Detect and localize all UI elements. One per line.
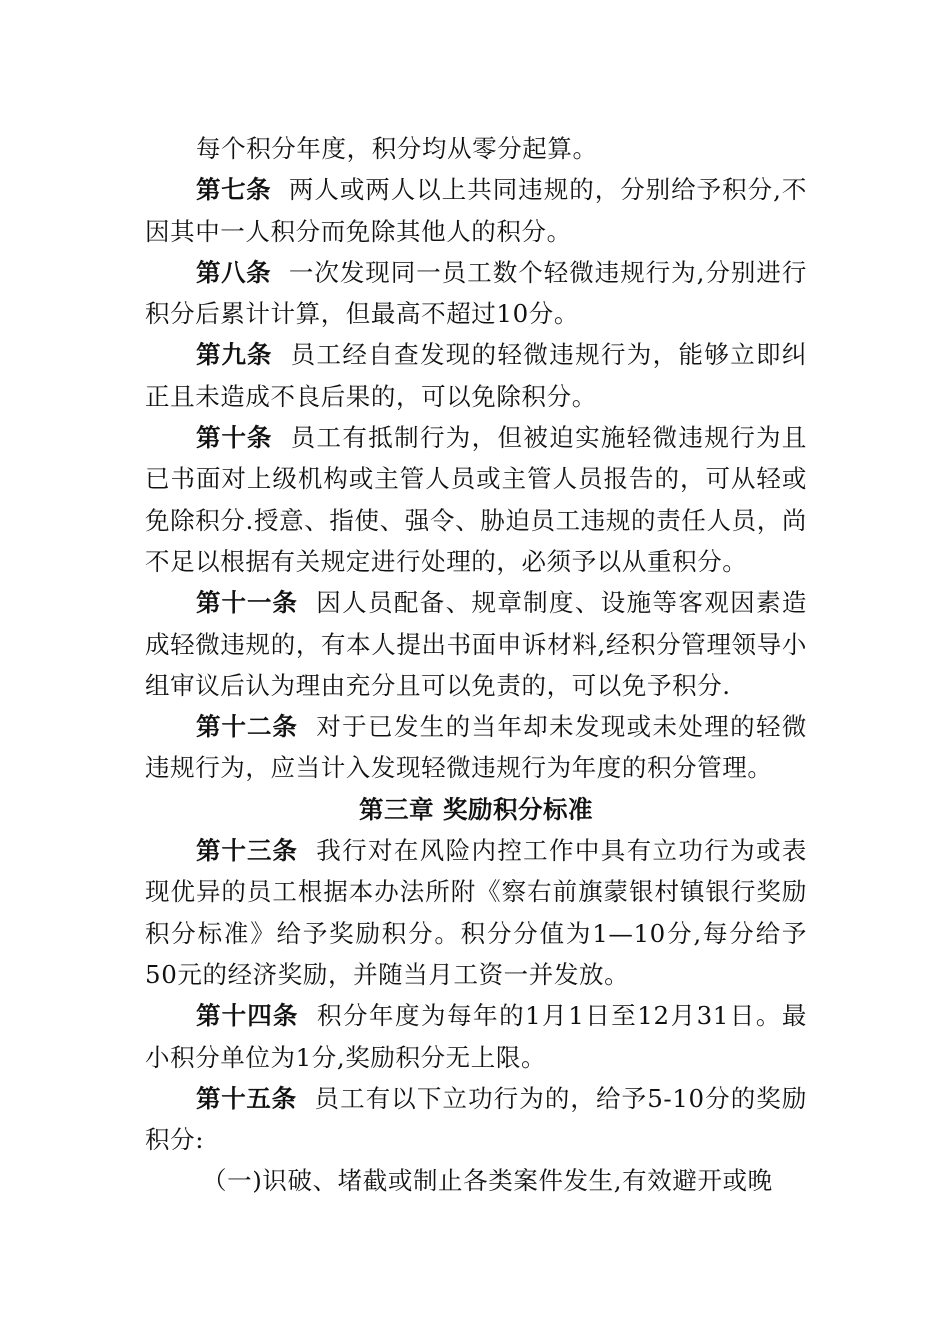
- article-label: 第七条: [196, 175, 272, 205]
- list-item: （一)识破、堵截或制止各类案件发生,有效避开或晚: [202, 1166, 773, 1196]
- article-13: [145, 830, 807, 995]
- article-text: 员工有以下立功行为的，给予5-10分的奖励积分:: [145, 1083, 807, 1155]
- article-label: 第八条: [196, 257, 272, 287]
- article-text: 一次发现同一员工数个轻微违规行为,分别进行积分后累计计算，但最高不超过10分。: [145, 257, 808, 329]
- document-body: [145, 128, 807, 1202]
- article-text: 两人或两人以上共同违规的，分别给予积分,不因其中一人积分而免除其他人的积分。: [145, 175, 808, 246]
- chapter-heading: 第三章 奖励积分标准: [358, 794, 594, 824]
- article-9: [145, 334, 807, 417]
- article-14: [145, 995, 807, 1078]
- article-label: 第十条: [196, 423, 273, 453]
- article-text: 积分年度为每年的1月1日至12月31日。最小积分单位为1分,奖励积分无上限。: [145, 1001, 807, 1072]
- article-8: [145, 252, 807, 335]
- article-7: [145, 169, 807, 252]
- paragraph-continuation: [145, 128, 807, 169]
- article-label: 第十四条: [196, 1001, 299, 1031]
- article-text: 因人员配备、规章制度、设施等客观因素造成轻微违规的，有本人提出书面申诉材料,经积分管理领导小组审议后认为理由充分且可以免责的，可以免予积分.: [145, 588, 807, 700]
- article-label: 第九条: [196, 340, 273, 370]
- article-12: [145, 706, 807, 789]
- article-label: 第十二条: [196, 712, 298, 742]
- article-15: [145, 1078, 807, 1161]
- article-label: 第十五条: [196, 1083, 297, 1113]
- article-text: 对于已发生的当年却未发现或未处理的轻微违规行为，应当计入发现轻微违规行为年度的积分管理。: [145, 712, 807, 783]
- paragraph-text: 每个积分年度，积分均从零分起算。: [196, 134, 598, 163]
- article-label: 第十三条: [196, 836, 298, 866]
- article-text: 员工经自查发现的轻微违规行为，能够立即纠正且未造成不良后果的，可以免除积分。: [145, 340, 808, 411]
- article-text: 员工有抵制行为，但被迫实施轻微违规行为且已书面对上级机构或主管人员或主管人员报告的，可从轻或免除积分.授意、指使、强令、胁迫员工违规的责任人员，尚不足以根据有关规定进行处理的，必须予以从重积分。: [145, 423, 808, 576]
- article-text: 我行对在风险内控工作中具有立功行为或表现优异的员工根据本办法所附《察右前旗蒙银村镇银行奖励积分标准》给予奖励积分。积分分值为1—10分,每分给予50元的经济奖励，并随当月工资一并发放。: [145, 836, 807, 989]
- article-label: 第十一条: [196, 588, 298, 618]
- article-10: [145, 417, 807, 582]
- article-11: [145, 582, 807, 706]
